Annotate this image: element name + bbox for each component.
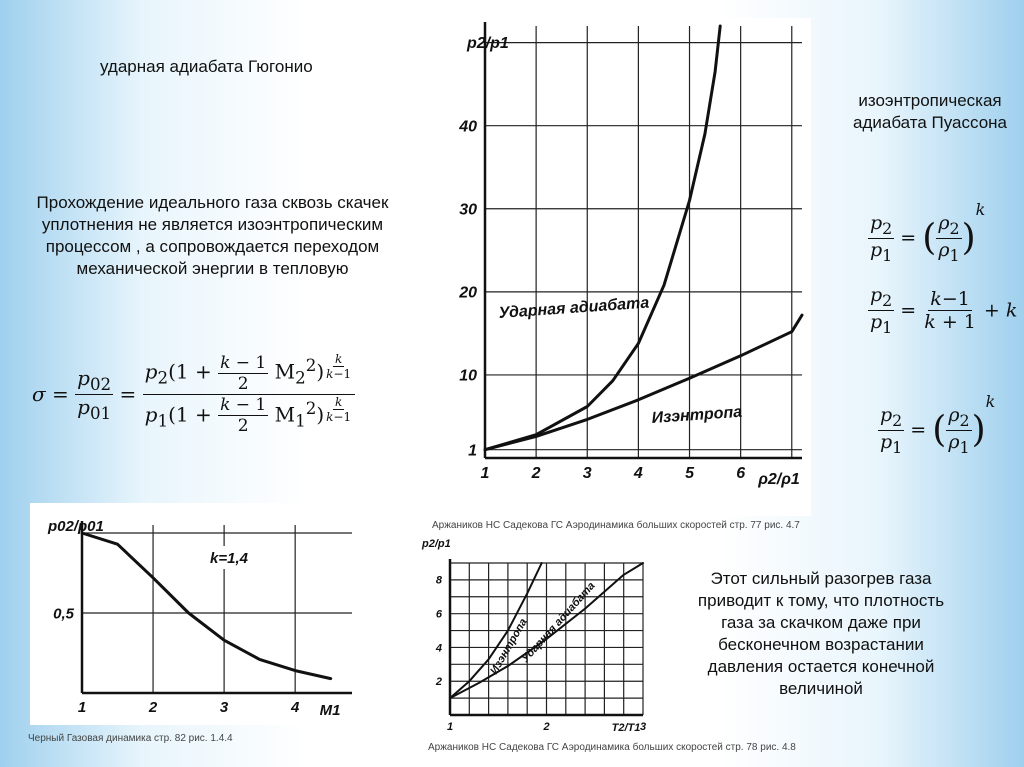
sigma-formula: σ = $\frac{p_{02}}{p_{01}}$ = $p_2(1$ + $\frac{k - 1}{2}$ $M_2^2$) $^{\frac{k}{k-1}}$ $p_1(1$ + $\frac{k - 1}{2}$ $M_1^2$) $^{\frac{k}{k-1}}$ [32,352,355,436]
y-axis-label: p2/p1 [467,35,509,52]
x-axis-label: M1 [319,702,341,719]
annotation-label: k=1,4 [210,550,248,567]
series-label: Изэнтропа [651,403,743,427]
figure-4-8-chart [418,535,650,739]
figure-1-4-4-panel [30,503,357,725]
caption-fig-4-7: Аржаников НС Садекова ГС Аэродинамика больших скоростей стр. 77 рис. 4.7 [432,520,800,531]
figure-4-7-chart [427,18,811,516]
figure-4-8-panel [418,535,650,739]
series-line-0 [485,26,720,450]
caption-fig-1-4-4: Черный Газовая динамика стр. 82 рис. 1.4.4 [28,733,233,744]
x-tick-label: 1 [480,465,490,482]
x-tick-label: 2 [148,699,158,716]
poisson-title: изоэнтропическая адиабата Пуассона [853,91,1007,132]
x-tick-label: 2 [543,721,550,733]
x-axis-label: ρ2/ρ1 [758,471,800,488]
hugoniot-title: ударная адиабата Гюгонио [100,57,313,76]
series-label: Изэнтропа [488,616,530,677]
description-text: Прохождение идеального газа сквозь скачек уплотнения не является изоэнтропическим процессом , а сопровождается переходом механической энергии в тепловую [36,193,389,278]
figure-4-7-panel [427,18,811,516]
y-tick-label: 10 [459,367,477,385]
y-tick-label: 6 [435,608,442,621]
x-tick-label: 2 [531,465,541,482]
poisson-formula-2: $\frac{p_2}{p_1}$ = ( $\frac{\rho_2}{\rho_1}$ )$^k$ [880,392,996,457]
series-label: Ударная адиабата [519,579,598,666]
x-tick-label: 3 [639,721,647,733]
x-tick-label: 6 [736,465,746,482]
y-axis-label: p2/p1 [422,538,451,550]
y-tick-label: 2 [435,676,442,689]
x-tick-label: 1 [77,699,87,716]
series-label: Ударная адиабата [498,294,650,322]
y-tick-label: 8 [435,574,442,587]
y-axis-label: p02/p01 [48,518,104,535]
y-tick-label: 20 [459,284,477,302]
y-tick-label: 30 [459,201,477,219]
x-tick-label: 4 [633,465,643,482]
x-tick-label: 3 [582,465,592,482]
y-tick-label: 0,5 [53,605,74,623]
x-tick-label: 5 [685,465,694,482]
poisson-formula-1: $\frac{p_2}{p_1}$ = ( $\frac{\rho_2}{\rho_1}$ )$^k$ [870,200,986,265]
x-tick-label: 4 [290,699,300,716]
x-axis-label: T2/T1 [611,722,641,734]
y-tick-label: 4 [435,642,442,655]
hugoniot-formula: $\frac{p_2}{p_1}$ = $\frac{k-1}{k + 1}$ + k [870,284,1018,337]
y-tick-label: 40 [459,118,477,136]
caption-fig-4-8: Аржаников НС Садекова ГС Аэродинамика больших скоростей стр. 78 рис. 4.8 [428,742,796,753]
x-tick-label: 3 [219,699,229,716]
y-tick-label: 1 [468,442,477,460]
figure-1-4-4-chart [30,503,357,725]
heating-note: Этот сильный разогрев газа приводит к тому, что плотность газа за скачком даже при бесконечном возрастании давления остается конечной величиной [697,569,945,698]
x-tick-label: 1 [446,721,454,733]
